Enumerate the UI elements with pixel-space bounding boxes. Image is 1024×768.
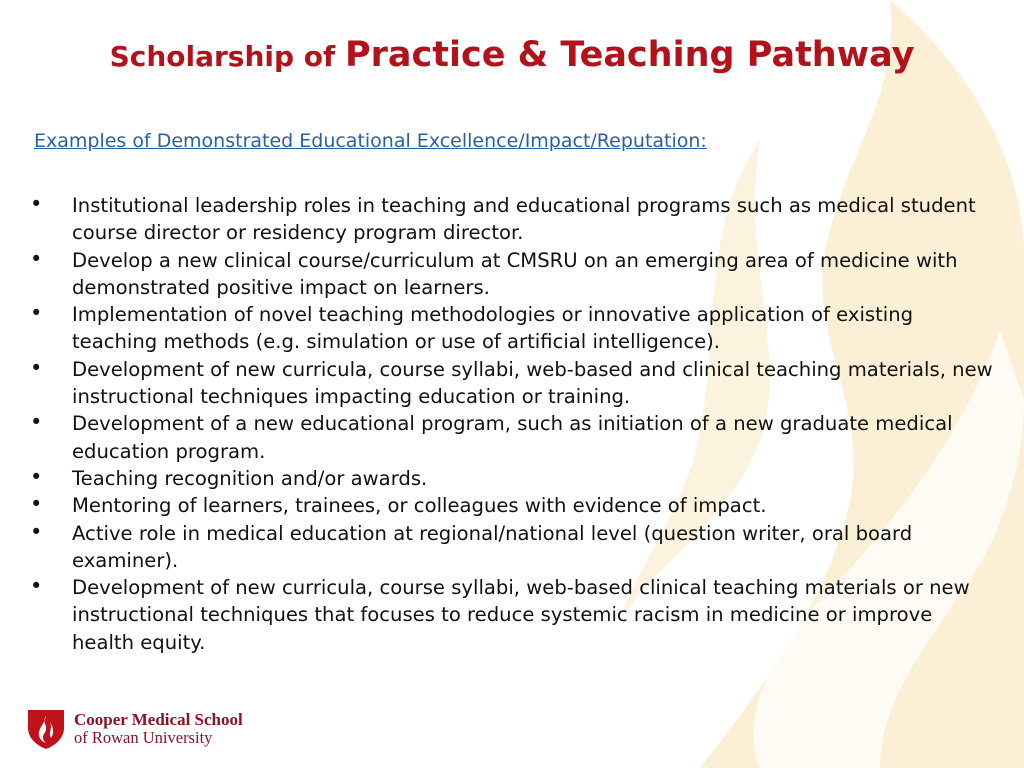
bullet-list [30, 192, 1000, 656]
bullet-text: Development of a new educational program, such as initiation of a new graduate medical education program. [72, 412, 953, 463]
bullet-item [30, 520, 1000, 575]
bullet-text: Teaching recognition and/or awards. [72, 466, 428, 490]
section-subtitle-link[interactable]: Examples of Demonstrated Educational Excellence/Impact/Reputation: [34, 130, 707, 152]
logo-text [74, 711, 243, 746]
bullet-text: Institutional leadership roles in teaching and educational programs such as medical student course director or residency program director. [72, 194, 976, 245]
bullet-item [30, 492, 1000, 519]
bullet-text: Mentoring of learners, trainees, or colleagues with evidence of impact. [72, 494, 767, 518]
bullet-dot: • [30, 464, 43, 489]
bullet-text: Implementation of novel teaching methodologies or innovative application of existing teaching methods (e.g. simulation or use of artificial intelligence). [72, 303, 914, 354]
bullet-dot: • [30, 192, 43, 216]
title-part2: Practice & Teaching Pathway [344, 35, 915, 75]
bullet-text: Develop a new clinical course/curriculum at CMSRU on an emerging area of medicine with demonstrated positive impact on learners. [72, 248, 958, 299]
bullet-dot: • [30, 410, 43, 435]
bullet-item [30, 301, 1000, 356]
bullet-dot: • [30, 355, 43, 380]
bullet-item [30, 410, 1000, 465]
bullet-item [30, 356, 1000, 411]
bullet-text: Development of new curricula, course syllabi, web-based clinical teaching materials or new instructional techniques that focuses to reduce systemic racism in medicine or improve health equity. [72, 576, 970, 654]
title-part1-rest: cholarship of [129, 40, 345, 73]
bullet-dot: • [30, 301, 43, 326]
bullet-text: Active role in medical education at regional/national level (question writer, oral board examiner). [72, 521, 913, 572]
bullet-dot: • [30, 492, 43, 517]
bullet-item [30, 465, 1000, 492]
bullet-item [30, 192, 1000, 247]
cooper-logo [26, 708, 243, 750]
flame-shield-icon [26, 708, 66, 750]
logo-university-name: of Rowan University [74, 728, 213, 748]
bullet-item [30, 247, 1000, 302]
title-part1-initial: S [109, 40, 130, 73]
logo-school-name: Cooper Medical School [74, 710, 243, 730]
bullet-dot: • [30, 574, 43, 599]
bullet-dot: • [30, 519, 43, 544]
slide-title [0, 35, 1024, 75]
bullet-text: Development of new curricula, course syllabi, web-based and clinical teaching materials, new instructional techniques impacting education or training. [72, 357, 993, 409]
bullet-dot: • [30, 246, 43, 271]
bullet-item [30, 574, 1000, 656]
